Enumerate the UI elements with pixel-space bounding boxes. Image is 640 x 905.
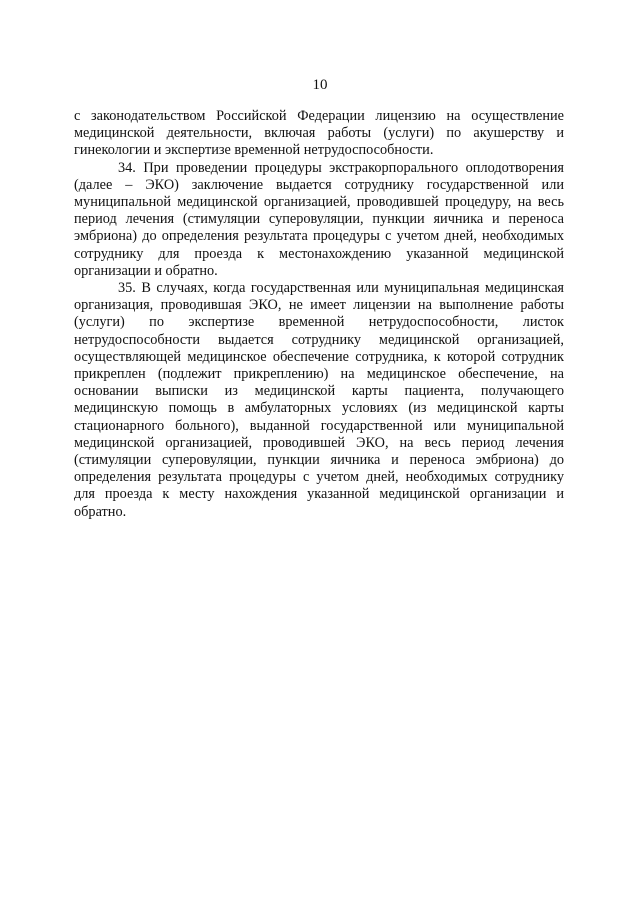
paragraph-35: 35. В случаях, когда государственная или муниципальная медицинская организация, проводившая ЭКО, не имеет лицензии на выполнение работы (услуги) по экспертизе временной нетрудоспособности, листок нетрудоспособности выдается сотруднику медицинской организацией, осуществляющей медицинское обеспечение сотрудника, к которой сотрудник прикреплен (подлежит прикреплению) на медицинское обеспечение, на основании выписки из медицинской карты пациента, получающего медицинскую помощь в амбулаторных условиях (из медицинской карты стационарного больного), выданной государственной или муниципальной медицинской организацией, проводившей ЭКО, на весь период лечения (стимуляции суперовуляции, пункции яичника и переноса эмбриона) до определения результата процедуры с учетом дней, необходимых сотруднику для проезда к месту нахождения указанной медицинской организации и обратно. [74,280,564,520]
paragraph-continuation: с законодательством Российской Федерации лицензию на осуществление медицинской деятельности, включая работы (услуги) по акушерству и гинекологии и экспертизе временной нетрудоспособности. [74,108,564,159]
page-number: 10 [312,77,328,93]
document-body [74,108,564,521]
paragraph-34: 34. При проведении процедуры экстракорпорального оплодотворения (далее – ЭКО) заключение выдается сотруднику государственной или муниципальной медицинской организацией, проводившей процедуру, на весь период лечения (стимуляции суперовуляции, пункции яичника и переноса эмбриона) до определения результата процедуры с учетом дней, необходимых сотруднику для проезда к местонахождению указанной медицинской организации и обратно. [74,159,564,279]
